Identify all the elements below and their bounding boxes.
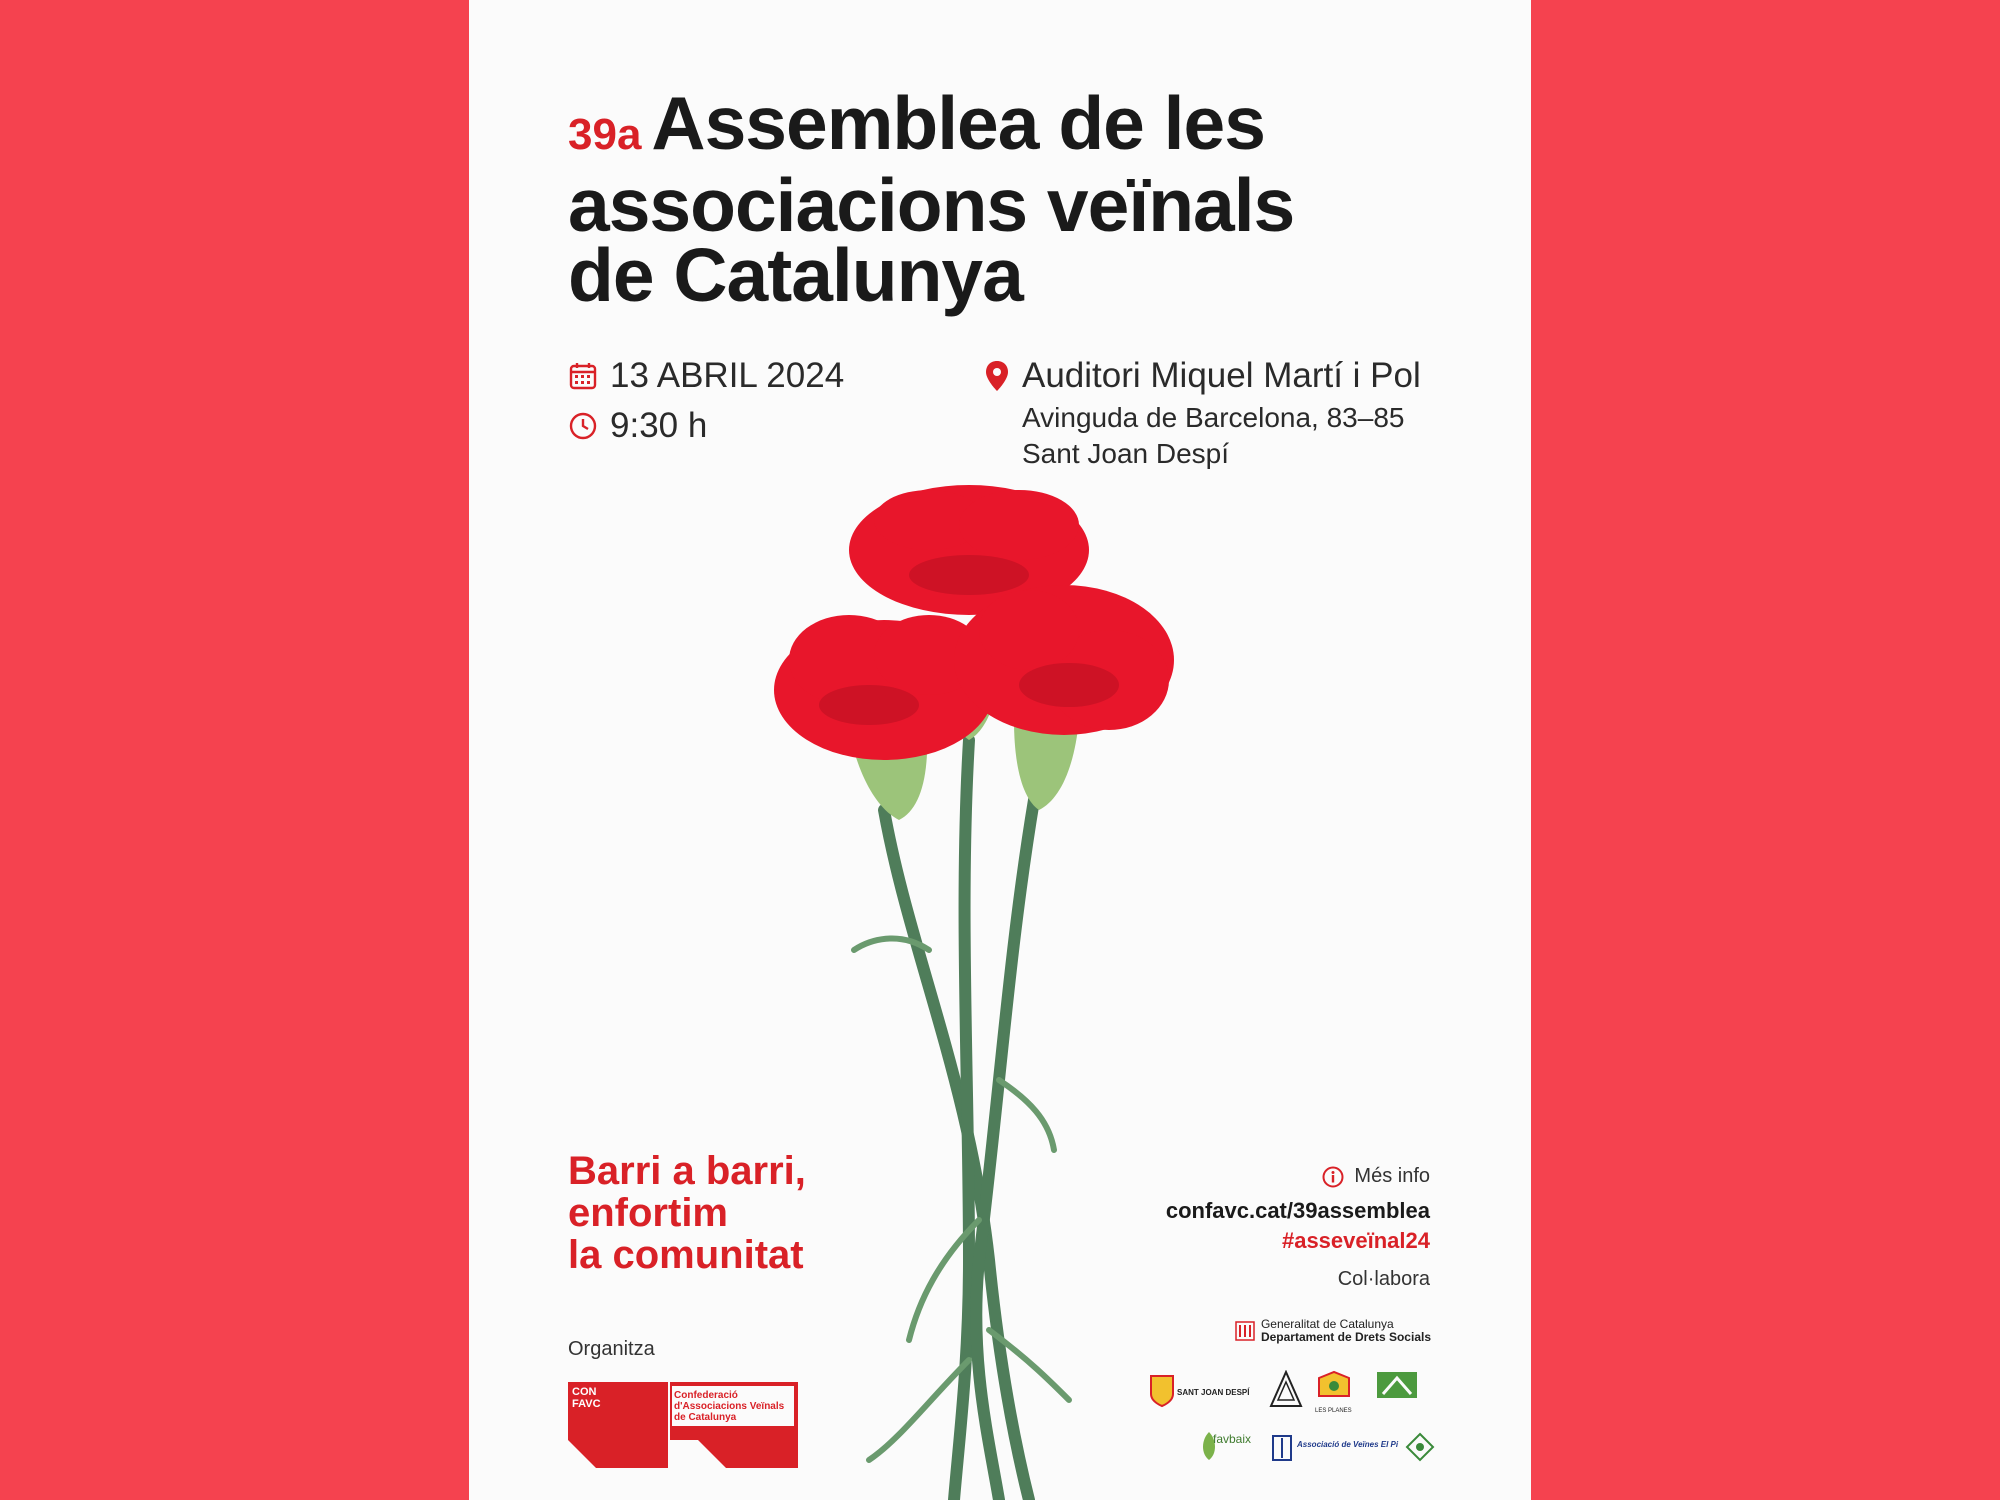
hashtag: #asseveïnal24 bbox=[1281, 1228, 1430, 1253]
poster bbox=[469, 0, 1531, 1500]
more-info-label: Més info bbox=[1354, 1165, 1430, 1187]
gencat-logo bbox=[1235, 1318, 1431, 1344]
more-info bbox=[1322, 1165, 1430, 1188]
slogan-line-2: enfortim bbox=[568, 1191, 728, 1235]
title-line-1: Assemblea de les bbox=[651, 81, 1265, 165]
calendar-icon bbox=[568, 361, 598, 391]
slogan-line-3: la comunitat bbox=[568, 1233, 804, 1277]
collaborator-logos-row-2 bbox=[1199, 1430, 1439, 1472]
collaborators-label: Col·labora bbox=[1337, 1268, 1430, 1290]
confavc-logo bbox=[568, 1382, 798, 1468]
address-line-1: Avinguda de Barcelona, 83–85 bbox=[1022, 402, 1405, 433]
event-venue bbox=[984, 356, 1421, 472]
residents-association-logo-icon bbox=[1375, 1370, 1419, 1400]
event-date bbox=[568, 356, 844, 396]
address-line-2: Sant Joan Despí bbox=[1022, 438, 1230, 469]
event-time bbox=[568, 406, 707, 446]
gencat-department: Departament de Drets Socials bbox=[1260, 1330, 1431, 1344]
location-pin-icon bbox=[984, 360, 1010, 392]
clock-icon bbox=[568, 411, 598, 441]
aavv-logo-icon bbox=[1269, 1370, 1303, 1410]
neighbors-logo-icon bbox=[1405, 1432, 1435, 1462]
el-pi-name: Associació de Veïnes El Pi bbox=[1297, 1440, 1399, 1449]
venue-name: Auditori Miquel Martí i Pol bbox=[1022, 356, 1421, 395]
info-icon bbox=[1322, 1166, 1344, 1188]
les-planes-name: LES PLANES bbox=[1315, 1408, 1352, 1414]
organizer-label: Organitza bbox=[568, 1338, 655, 1360]
title-line-3: de Catalunya bbox=[568, 233, 1023, 317]
time-text: 9:30 h bbox=[610, 406, 708, 445]
slogan bbox=[568, 1150, 806, 1276]
title-line-2: associacions veïnals bbox=[568, 163, 1295, 247]
info-url[interactable]: confavc.cat/39assemblea bbox=[1165, 1198, 1430, 1223]
date-text: 13 ABRIL 2024 bbox=[610, 356, 845, 395]
el-pi-logo-icon bbox=[1271, 1434, 1293, 1462]
collaborator-logos-row-1 bbox=[1149, 1368, 1439, 1416]
ajuntament-name: SANT JOAN DESPÍ bbox=[1177, 1388, 1250, 1397]
confavc-short: CON FAVC bbox=[572, 1386, 601, 1410]
carnations-image bbox=[669, 480, 1289, 1500]
venue-address bbox=[1022, 400, 1421, 472]
page-title bbox=[568, 81, 1468, 317]
les-planes-logo-icon bbox=[1317, 1370, 1351, 1406]
gencat-emblem-icon bbox=[1235, 1321, 1255, 1341]
gencat-name: Generalitat de Catalunya bbox=[1260, 1317, 1394, 1331]
confavc-full-name: Confederació d'Associacions Veïnals de Catalunya bbox=[674, 1390, 785, 1423]
slogan-line-1: Barri a barri, bbox=[568, 1149, 806, 1193]
ajuntament-shield-icon bbox=[1149, 1374, 1175, 1408]
favbaix-name: favbaix bbox=[1213, 1432, 1252, 1446]
edition-ordinal: 39a bbox=[568, 110, 642, 159]
